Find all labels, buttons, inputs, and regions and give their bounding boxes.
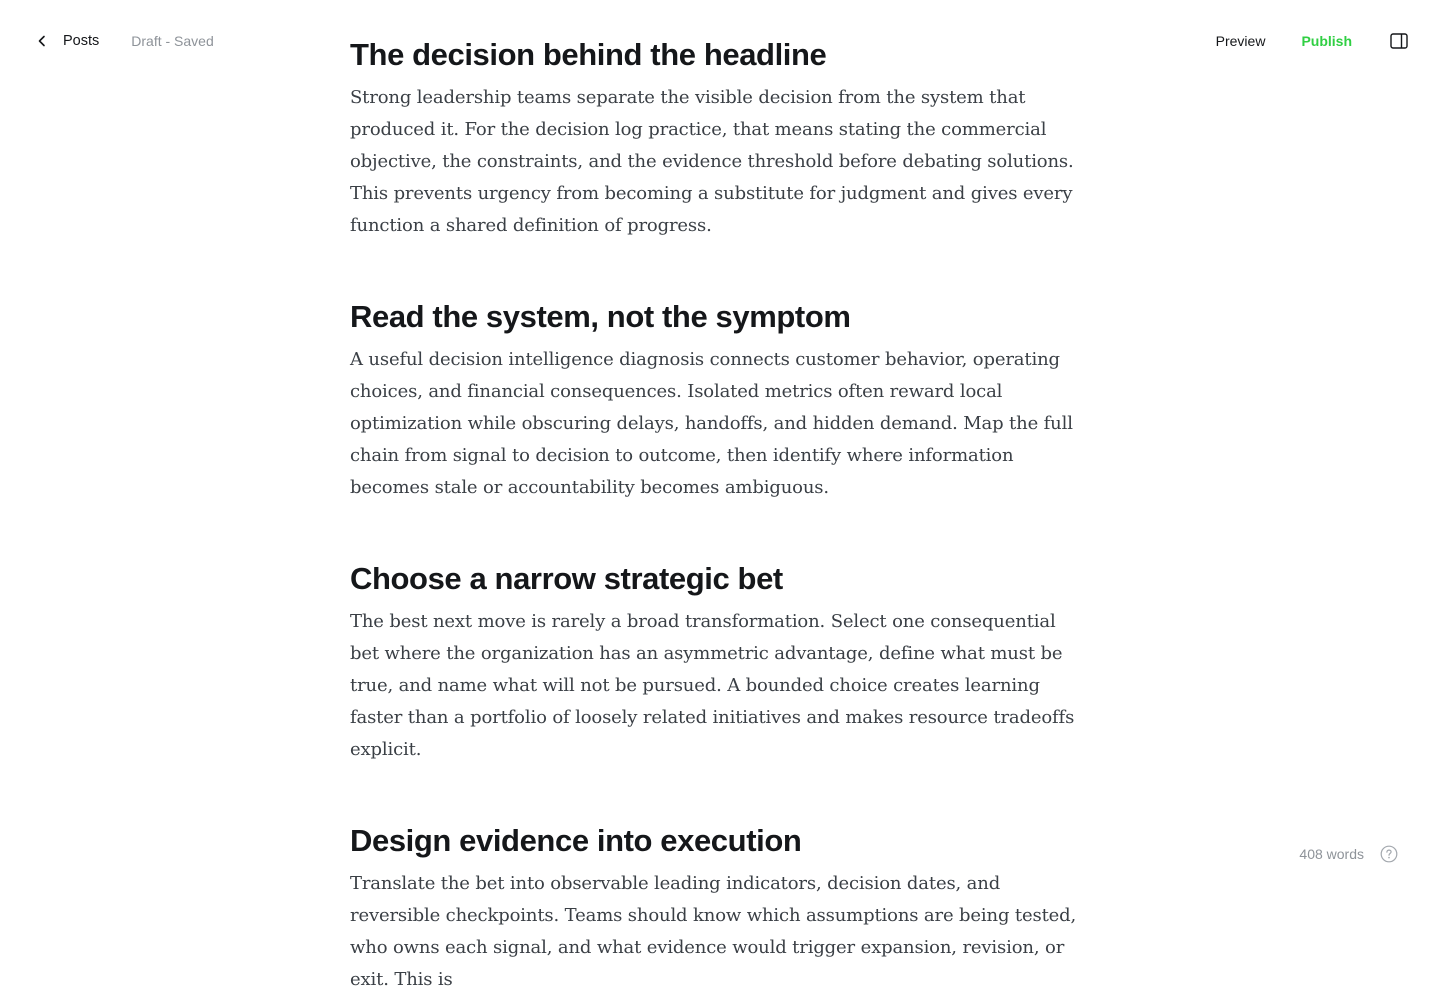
post-editor[interactable] [350, 32, 1090, 996]
section-paragraph[interactable]: Translate the bet into observable leading indicators, decision dates, and reversible checkpoints. Teams should know which assumptions are being tested, who owns each signal, and what evidence would trigger expansion, revision, or exit. This is [350, 873, 1077, 990]
section-heading[interactable]: Choose a narrow strategic bet [350, 561, 783, 596]
article-section [350, 32, 1090, 242]
section-paragraph[interactable]: A useful decision intelligence diagnosis connects customer behavior, operating choices, and financial consequences. Isolated metrics often reward local optimization while obscuring delays, handoffs, and hidden demand. Map the full chain from signal to decision to outcome, then identify where information becomes stale or accountability becomes ambiguous. [350, 349, 1073, 498]
section-paragraph[interactable]: The best next move is rarely a broad transformation. Select one consequential bet where the organization has an asymmetric advantage, define what must be true, and name what will not be pursued. A bounded choice creates learning faster than a portfolio of loosely related initiatives and makes resource tradeoffs explicit. [350, 611, 1075, 760]
section-paragraph[interactable]: Strong leadership teams separate the visible decision from the system that produced it. For the decision log practice, that means stating the commercial objective, the constraints, and the evidence threshold before debating solutions. This prevents urgency from becoming a substitute for judgment and gives every function a shared definition of progress. [350, 87, 1074, 236]
article-section [350, 818, 1090, 996]
publish-button[interactable]: Publish [1301, 33, 1352, 49]
preview-button[interactable]: Preview [1215, 33, 1266, 49]
back-link-label: Posts [63, 33, 100, 49]
sidebar-toggle-icon[interactable] [1388, 30, 1410, 52]
article-section [350, 556, 1090, 766]
section-heading[interactable]: Read the system, not the symptom [350, 299, 851, 334]
back-to-posts-link[interactable] [32, 31, 99, 51]
section-heading[interactable]: Design evidence into execution [350, 823, 802, 858]
editor-topbar-right [1216, 28, 1410, 54]
help-circle-icon[interactable] [1380, 845, 1398, 863]
chevron-left-icon [32, 31, 52, 51]
save-status: Draft - Saved [131, 33, 214, 49]
section-heading[interactable]: The decision behind the headline [350, 37, 827, 72]
editor-footer [1299, 845, 1398, 863]
editor-topbar-left [32, 28, 214, 54]
article-section [350, 294, 1090, 504]
word-count: 408 words [1299, 846, 1364, 862]
